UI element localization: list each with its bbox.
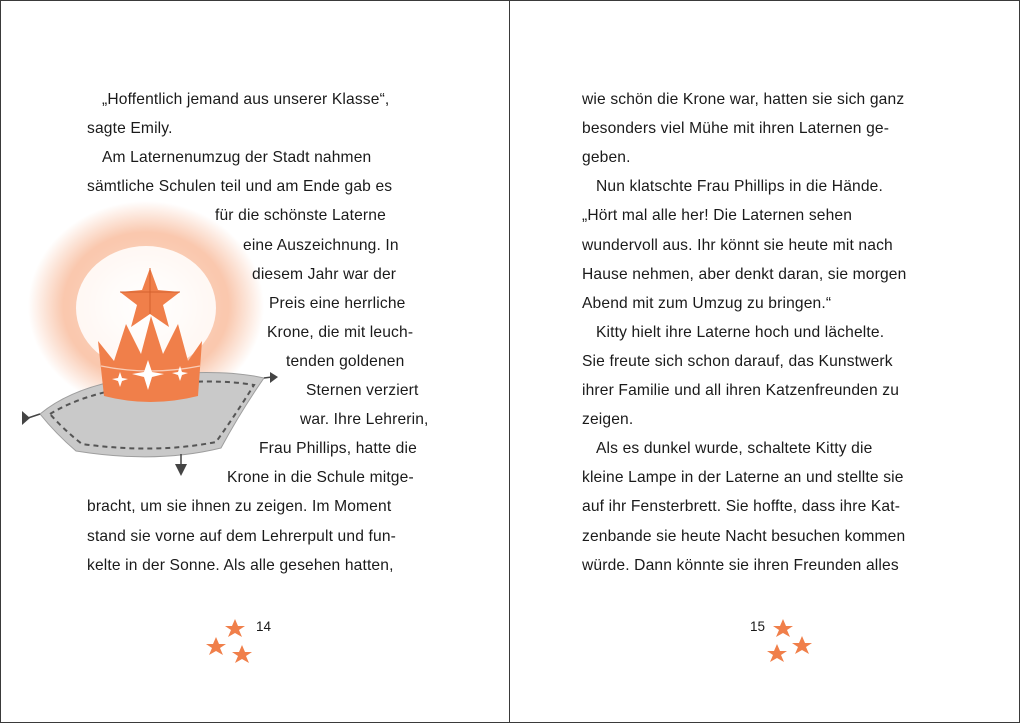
text-line: stand sie vorne auf dem Lehrerpult und fun- [87,527,396,545]
text-line: Abend mit zum Umzug zu bringen.“ [582,294,832,312]
text-line: Am Laternenumzug der Stadt nahmen [102,149,372,167]
text-line: „Hört mal alle her! Die Laternen sehen [582,207,853,225]
text-line: Sie freute sich schon darauf, das Kunstwerk [582,352,893,370]
left-page [0,0,510,723]
text-line: Hause nehmen, aber denkt daran, sie morgen [582,265,907,283]
text-line: ihrer Familie und all ihren Katzenfreunden zu [582,382,900,399]
text-line: Frau Phillips, hatte die [259,440,417,458]
text-line: Krone in die Schule mitge- [227,469,414,487]
text-line: Sternen verziert [306,382,419,399]
text-line: besonders viel Mühe mit ihren Laternen ge- [582,120,890,138]
text-line: Kitty hielt ihre Laterne hoch und lächelte. [596,323,885,341]
text-line: wundervoll aus. Ihr könnt sie heute mit nach [582,236,893,254]
text-line: Preis eine herrliche [269,294,406,312]
text-line: sämtliche Schulen teil und am Ende gab es [87,178,393,196]
text-line: wie schön die Krone war, hatten sie sich ganz [582,91,905,108]
three-stars-ornament [765,616,825,666]
text-line: zenbande sie heute Nacht besuchen kommen [582,527,906,545]
text-line: kelte in der Sonne. Als alle gesehen hatten, [87,556,394,574]
text-line: kleine Lampe in der Laterne an und stellte sie [582,469,904,487]
text-line: Als es dunkel wurde, schaltete Kitty die [596,440,873,458]
right-page [510,0,1020,723]
text-line: tenden goldenen [286,352,405,370]
text-line: zeigen. [582,411,634,429]
text-line: Krone, die mit leuch- [267,323,414,341]
text-line: Nun klatschte Frau Phillips in die Hände. [596,178,883,196]
text-line: würde. Dann könnte sie ihren Freunden alles [582,556,899,574]
text-line: bracht, um sie ihnen zu zeigen. Im Moment [87,498,392,516]
crown-on-cushion-illustration [16,196,276,476]
text-line: auf ihr Fensterbrett. Sie hoffte, dass ihre Kat- [582,498,901,516]
page-number: 15 [750,619,766,634]
text-line: sagte Emily. [87,120,173,138]
text-line: geben. [582,149,631,167]
text-line: für die schönste Laterne [215,207,386,225]
text-line: eine Auszeichnung. In [243,236,399,254]
three-stars-ornament [204,616,264,666]
text-line: „Hoffentlich jemand aus unserer Klasse“, [102,91,390,108]
text-line: war. Ihre Lehrerin, [300,411,429,429]
page-number: 14 [256,619,272,634]
text-line: diesem Jahr war der [252,265,397,283]
